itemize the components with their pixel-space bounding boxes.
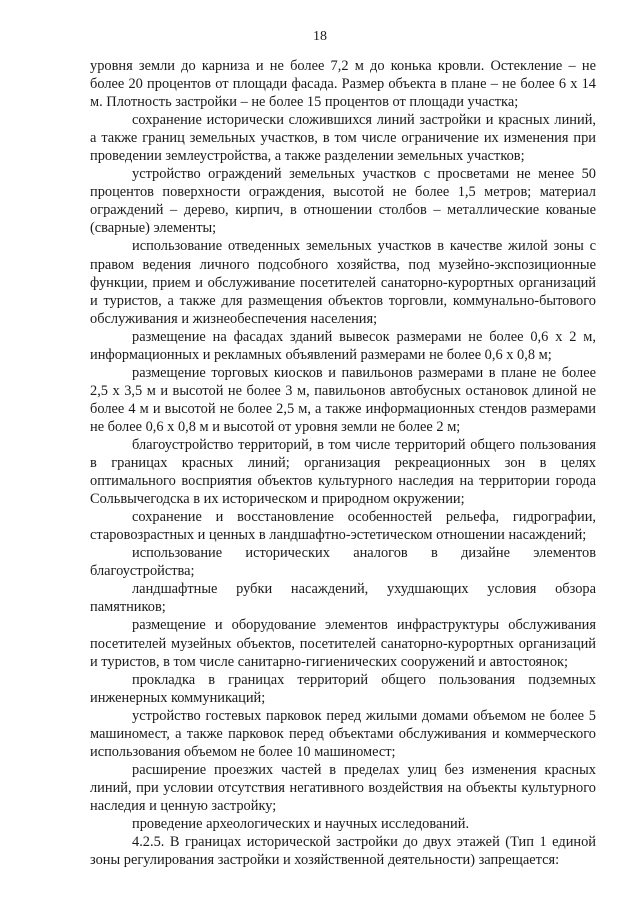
paragraph-2: сохранение исторически сложившихся линий застройки и красных линий, а также границ земельных участков, в том числе ограничение их изменения при проведении землеустройства, а также разделении земельных участков;	[90, 112, 596, 165]
paragraph-3: устройство ограждений земельных участков с просветами не менее 50 процентов поверхности ограждения, высотой не более 1,5 метров; материал ограждений – дерево, кирпич, в отношении столбов – металлические кованые (сварные) элементы;	[90, 166, 596, 237]
paragraph-12: прокладка в границах территорий общего пользования подземных инженерных коммуникаций;	[90, 671, 596, 706]
paragraph-9: использование исторических аналогов в дизайне элементов благоустройства;	[90, 545, 596, 580]
paragraph-7: благоустройство территорий, в том числе территорий общего пользования в границах красных линий; организация рекреационных зон в целях оптимального восприятия объектов культурного наследия на территории города Сольвычегодска в их историческом и природном окружении;	[90, 436, 596, 508]
paragraph-4: использование отведенных земельных участков в качестве жилой зоны с правом ведения личного подсобного хозяйства, под музейно-экспозиционные функции, прием и обслуживание посетителей санаторно-курортных организаций и туристов, а также для размещения объектов торговли, коммунально-бытового обслуживания и жизнеобеспечения населения;	[90, 238, 596, 327]
paragraph-13: устройство гостевых парковок перед жилыми домами объемом не более 5 машиномест, а также парковок перед объектами обслуживания и коммерческого использования объемом не более 10 машиномест;	[90, 707, 596, 760]
paragraph-11: размещение и оборудование элементов инфраструктуры обслуживания посетителей музейных объектов, посетителей санаторно-курортных организаций и туристов, в том числе санитарно-гигиенических сооружений и автостоянок;	[90, 617, 596, 670]
document-body	[90, 57, 596, 869]
paragraph-15: проведение археологических и научных исследований.	[132, 815, 470, 832]
paragraph-8: сохранение и восстановление особенностей рельефа, гидрографии, старовозрастных и ценных в ландшафтно-эстетическом отношении насаждений;	[90, 509, 596, 544]
paragraph-5: размещение на фасадах зданий вывесок размерами не более 0,6 х 2 м, информационных и рекламных объявлений размерами не более 0,6 х 0,8 м;	[90, 328, 596, 363]
section-heading-4-2-5: 4.2.5. В границах исторической застройки до двух этажей (Тип 1 единой зоны регулирования застройки и хозяйственной деятельности) запрещается:	[90, 834, 596, 869]
paragraph-10: ландшафтные рубки насаждений, ухудшающих условия обзора памятников;	[90, 581, 596, 616]
paragraph-6: размещение торговых киосков и павильонов размерами в плане не более 2,5 х 3,5 м и высотой не более 3 м, павильонов автобусных остановок длиной не более 4 м и высотой не более 2,5 м, а также информационных стендов размерами не более 0,6 х 0,8 м и высотой от уровня земли не более 2 м;	[90, 364, 596, 435]
page-number: 18	[313, 29, 327, 44]
paragraph-1: уровня земли до карниза и не более 7,2 м до конька кровли. Остекление – не более 20 процентов от площади фасада. Размер объекта в плане – не более 6 х 14 м. Плотность застройки – не более 15 процентов от площади участка;	[90, 58, 596, 111]
paragraph-14: расширение проезжих частей в пределах улиц без изменения красных линий, при условии отсутствия негативного воздействия на объекты культурного наследия и ценную застройку;	[90, 761, 596, 814]
